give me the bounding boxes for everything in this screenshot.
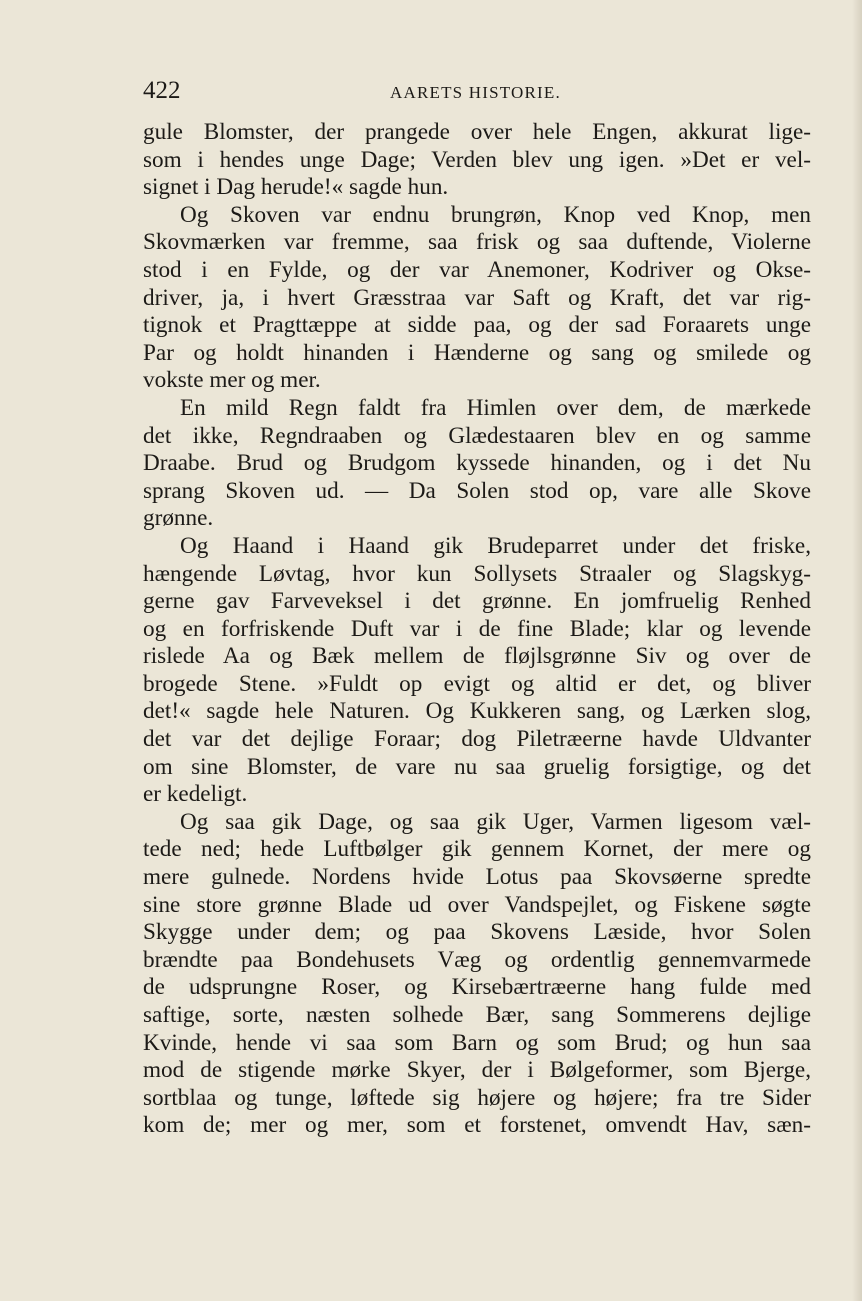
text-line: hængende Løvtag, hvor kun Sollysets Straaler og Slagskyg- bbox=[143, 560, 811, 587]
text-line: om sine Blomster, de vare nu saa gruelig forsigtige, og det bbox=[143, 753, 811, 780]
text-line: driver, ja, i hvert Græsstraa var Saft og Kraft, det var rig- bbox=[143, 284, 811, 311]
page-number: 422 bbox=[143, 77, 181, 104]
text-line: brændte paa Bondehusets Væg og ordentlig gennemvarmede bbox=[143, 946, 811, 973]
text-line: mod de stigende mørke Skyer, der i Bølgeformer, som Bjerge, bbox=[143, 1057, 811, 1084]
text-line: rislede Aa og Bæk mellem de fløjlsgrønne Siv og over de bbox=[143, 643, 811, 670]
text-line: det!« sagde hele Naturen. Og Kukkeren sang, og Lærken slog, bbox=[143, 698, 811, 725]
text-line: gerne gav Farveveksel i det grønne. En jomfruelig Renhed bbox=[143, 588, 811, 615]
text-line: mere gulnede. Nordens hvide Lotus paa Skovsøerne spredte bbox=[143, 864, 811, 891]
text-line: Og saa gik Dage, og saa gik Uger, Varmen ligesom væl- bbox=[180, 808, 811, 835]
text-line: Draabe. Brud og Brudgom kyssede hinanden, og i det Nu bbox=[143, 450, 811, 477]
text-line: Skygge under dem; og paa Skovens Læside, hvor Solen bbox=[143, 919, 811, 946]
text-line: og en forfriskende Duft var i de fine Blade; klar og levende bbox=[143, 615, 811, 642]
text-line: En mild Regn faldt fra Himlen over dem, de mærkede bbox=[180, 394, 811, 421]
text-line: tignok et Pragttæppe at sidde paa, og der sad Foraarets unge bbox=[143, 312, 811, 339]
text-line: Skovmærken var fremme, saa frisk og saa duftende, Violerne bbox=[143, 229, 811, 256]
text-line: brogede Stene. »Fuldt op evigt og altid er det, og bliver bbox=[143, 670, 811, 697]
text-line: det ikke, Regndraaben og Glædestaaren blev en og samme bbox=[143, 422, 811, 449]
text-line: Og Haand i Haand gik Brudeparret under det friske, bbox=[180, 532, 811, 559]
text-line: tede ned; hede Luftbølger gik gennem Kornet, der mere og bbox=[143, 836, 811, 863]
text-line: Kvinde, hende vi saa som Barn og som Brud; og hun saa bbox=[143, 1029, 811, 1056]
text-line: sortblaa og tunge, løftede sig højere og højere; fra tre Sider bbox=[143, 1084, 811, 1111]
text-line: det var det dejlige Foraar; dog Piletræerne havde Uldvanter bbox=[143, 726, 811, 753]
text-line: grønne. bbox=[143, 505, 214, 532]
text-line: kom de; mer og mer, som et forstenet, omvendt Hav, sæn- bbox=[143, 1112, 811, 1139]
text-line: Par og holdt hinanden i Hænderne og sang og smilede og bbox=[143, 339, 811, 366]
text-line: er kedeligt. bbox=[143, 781, 248, 808]
text-line: gule Blomster, der prangede over hele Engen, akkurat lige- bbox=[143, 119, 811, 145]
text-line: vokste mer og mer. bbox=[143, 367, 321, 394]
text-line: saftige, sorte, næsten solhede Bær, sang Sommerens dejlige bbox=[143, 1002, 811, 1028]
text-line: de udsprungne Roser, og Kirsebærtræerne hang fulde med bbox=[143, 974, 811, 1001]
body-text bbox=[143, 119, 811, 1140]
running-head: AARETS HISTORIE. bbox=[390, 83, 561, 102]
text-line: stod i en Fylde, og der var Anemoner, Kodriver og Okse- bbox=[143, 256, 811, 283]
page-header bbox=[143, 76, 823, 106]
text-line: Og Skoven var endnu brungrøn, Knop ved Knop, men bbox=[180, 201, 811, 228]
page-edge-shadow bbox=[852, 0, 862, 1301]
text-line: signet i Dag herude!« sagde hun. bbox=[143, 174, 449, 201]
text-line: som i hendes unge Dage; Verden blev ung igen. »Det er vel- bbox=[143, 146, 811, 173]
text-line: sine store grønne Blade ud over Vandspejlet, og Fiskene søgte bbox=[143, 891, 811, 918]
text-line: sprang Skoven ud. — Da Solen stod op, vare alle Skove bbox=[143, 477, 811, 504]
